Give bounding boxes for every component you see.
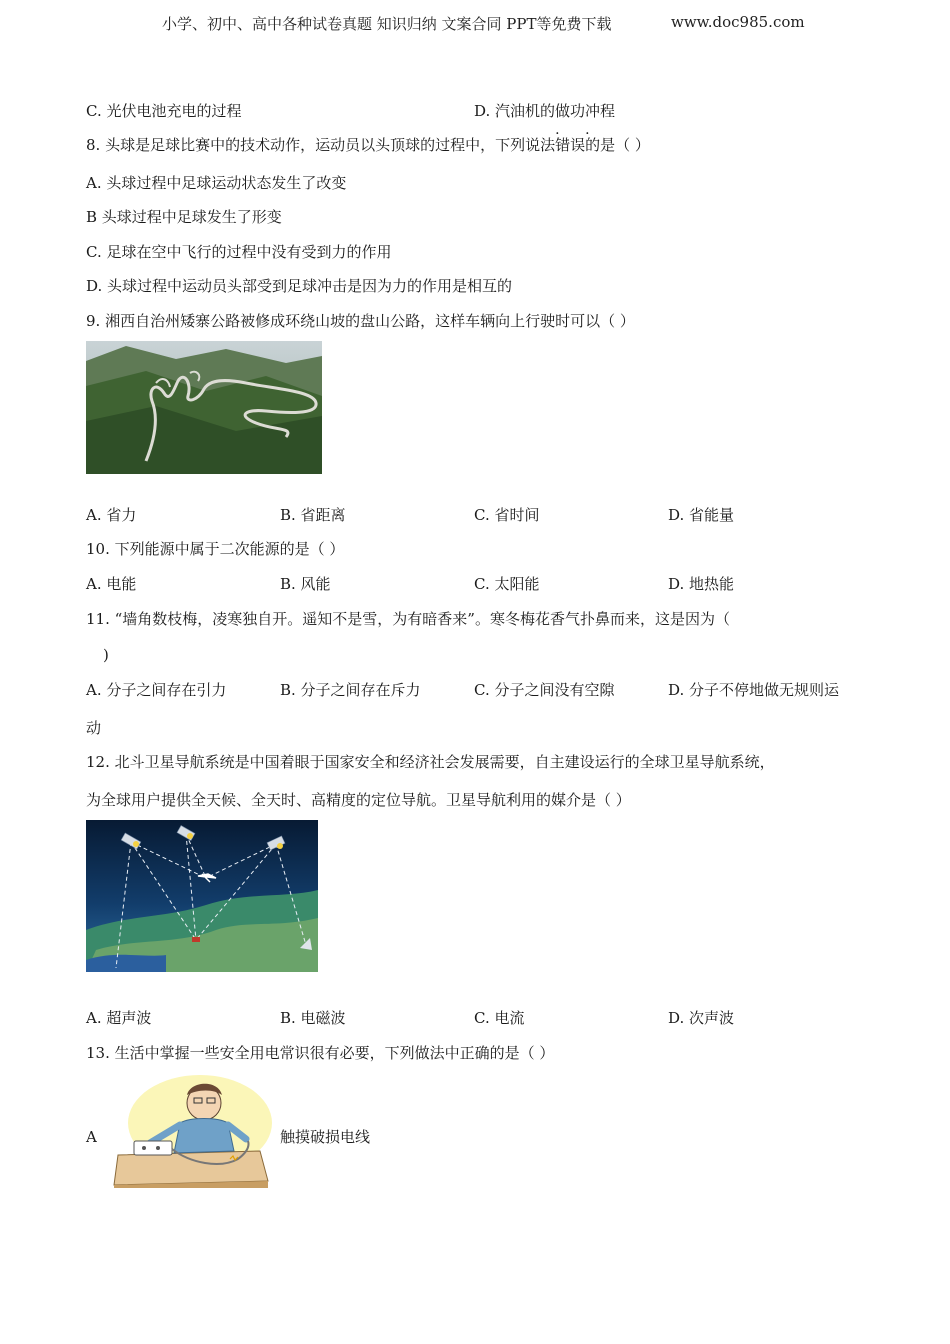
q11-option-b: B. 分子之间存在斥力 bbox=[280, 681, 421, 699]
q10-option-d: D. 地热能 bbox=[668, 575, 735, 593]
q12-stem-line2: 为全球用户提供全天候、全天时、高精度的定位导航。卫星导航利用的媒介是（ ） bbox=[86, 791, 631, 809]
header-left: 小学、初中、高中各种试卷真题 知识归纳 文案合同 PPT等免费下载 bbox=[162, 15, 612, 33]
q11-stem-cont: ) bbox=[103, 646, 109, 664]
q12-option-c: C. 电流 bbox=[474, 1009, 525, 1027]
q12-option-b: B. 电磁波 bbox=[280, 1009, 346, 1027]
q10-option-b: B. 风能 bbox=[280, 575, 331, 593]
q7-option-d: D. 汽油机的做功冲程 bbox=[474, 102, 616, 120]
q13-option-a-letter: A bbox=[86, 1128, 97, 1146]
q12-stem-line1: 12. 北斗卫星导航系统是中国着眼于国家安全和经济社会发展需要，自主建设运行的全球卫星导航系统， bbox=[86, 753, 775, 771]
q9-option-a: A. 省力 bbox=[86, 506, 137, 524]
q12-option-a: A. 超声波 bbox=[86, 1009, 152, 1027]
q8-stem-post: 的是（ ） bbox=[585, 136, 650, 154]
q13-stem: 13. 生活中掌握一些安全用电常识很有必要，下列做法中正确的是（ ） bbox=[86, 1044, 555, 1062]
q10-option-c: C. 太阳能 bbox=[474, 575, 540, 593]
q11-option-d: D. 分子不停地做无规则运 bbox=[668, 681, 840, 699]
q9-option-c: C. 省时间 bbox=[474, 506, 540, 524]
q7-option-c: C. 光伏电池充电的过程 bbox=[86, 102, 242, 120]
satellite-navigation-illustration bbox=[86, 820, 318, 972]
q8-option-d: D. 头球过程中运动员头部受到足球冲击是因为力的作用是相互的 bbox=[86, 277, 513, 295]
touching-damaged-wire-illustration bbox=[110, 1073, 272, 1188]
q10-stem: 10. 下列能源中属于二次能源的是（ ） bbox=[86, 540, 345, 558]
q11-stem: 11. “墙角数枝梅，凌寒独自开。遥知不是雪，为有暗香来”。寒冬梅花香气扑鼻而来，这是因为（ bbox=[86, 610, 730, 628]
q8-stem bbox=[86, 135, 650, 155]
q9-stem: 9. 湘西自治州矮寨公路被修成环绕山坡的盘山公路，这样车辆向上行驶时可以（ ） bbox=[86, 312, 635, 330]
q8-option-c: C. 足球在空中飞行的过程中没有受到力的作用 bbox=[86, 243, 392, 261]
q9-option-d: D. 省能量 bbox=[668, 506, 735, 524]
q13-option-a-text: 触摸破损电线 bbox=[280, 1128, 371, 1146]
q9-option-b: B. 省距离 bbox=[280, 506, 346, 524]
q11-option-a: A. 分子之间存在引力 bbox=[86, 681, 227, 699]
q12-option-d: D. 次声波 bbox=[668, 1009, 735, 1027]
q8-option-b: B 头球过程中足球发生了形变 bbox=[86, 208, 282, 226]
q11-option-c: C. 分子之间没有空隙 bbox=[474, 681, 615, 699]
q8-stem-pre: 8. 头球是足球比赛中的技术动作，运动员以头顶球的过程中，下列说法 bbox=[86, 136, 556, 154]
q11-option-d-cont: 动 bbox=[86, 719, 102, 737]
q10-option-a: A. 电能 bbox=[86, 575, 137, 593]
q8-stem-emphasis: 错误 · bbox=[555, 136, 585, 154]
mountain-road-photo bbox=[86, 341, 322, 474]
q8-option-a: A. 头球过程中足球运动状态发生了改变 bbox=[86, 174, 347, 192]
header-right: www.doc985.com bbox=[671, 13, 805, 31]
